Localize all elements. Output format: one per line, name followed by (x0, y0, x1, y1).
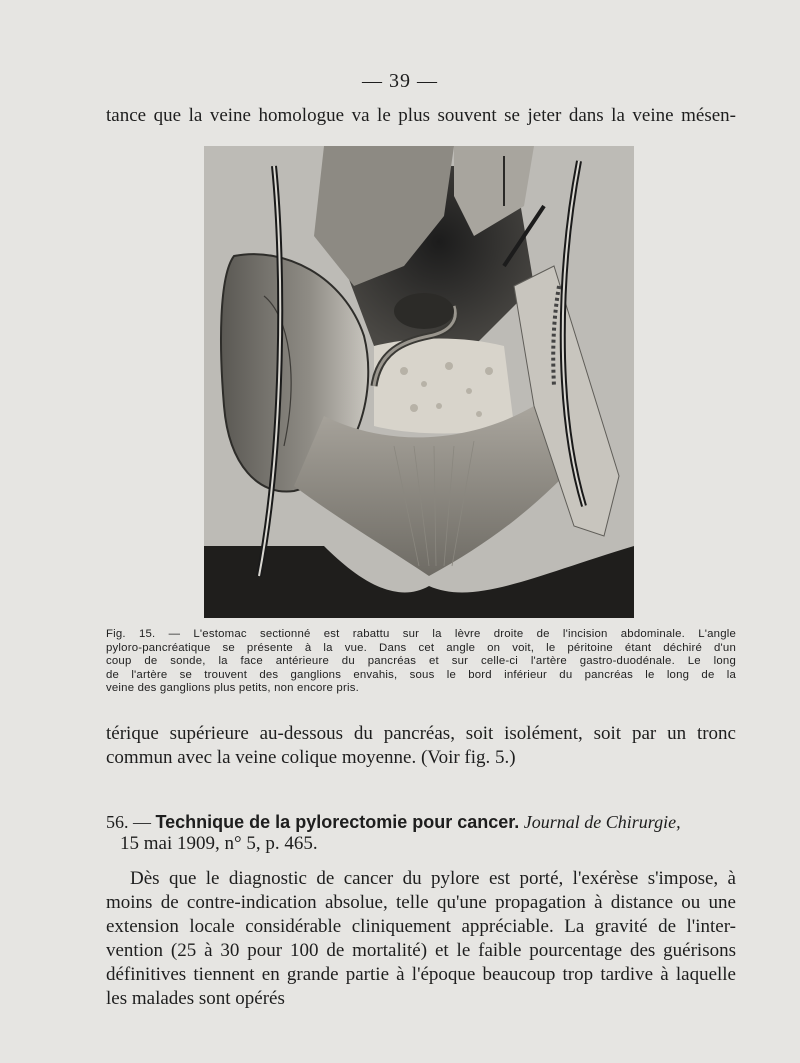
continuation-line: térique supérieure au-dessous du pancréas, soit isolément, soit par un tronc (106, 723, 736, 744)
caption-line: veine des ganglions plus petits, non encore pris. (106, 682, 359, 695)
caption-line: de l'artère se trouvent des ganglions envahis, sous le bord inférieur du pancréas le long de la (106, 668, 736, 681)
caption-line: Fig. 15. — L'estomac sectionné est rabattu sur la lèvre droite de l'incision abdominale. L'angle (106, 628, 736, 640)
section-date-line: 15 mai 1909, n° 5, p. 465. (120, 833, 318, 854)
body-line: les malades sont opérés (106, 988, 285, 1009)
caption-line: pyloro-pancréatique se présente à la vue. Dans cet angle on voit, le péritoine étant déchiré d'un (106, 641, 736, 654)
surgical-illustration (204, 146, 634, 618)
body-line: moins de contre-indication absolue, telle qu'une propagation à distance ou une (106, 892, 736, 913)
caption-line: coup de sonde, la face antérieure du pancréas et sur celle-ci l'artère gastro-duodénale. Le long (106, 655, 736, 668)
section-heading (106, 811, 746, 833)
body-line: extension locale considérable cliniquement appréciable. La gravité de l'inter- (106, 916, 736, 937)
body-line: vention (25 à 30 pour 100 de mortalité) et le faible pourcentage des guérisons (106, 940, 736, 961)
top-text-line: tance que la veine homologue va le plus souvent se jeter dans la veine mésen- (106, 105, 736, 126)
section-number: 56. — (106, 812, 151, 832)
body-line: Dès que le diagnostic de cancer du pylore est porté, l'exérèse s'impose, à (130, 868, 736, 889)
figure-caption (106, 628, 736, 696)
continuation-line: commun avec la veine colique moyenne. (Voir fig. 5.) (106, 747, 516, 768)
body-line: définitives tiennent en grande partie à l'époque beaucoup trop tardive à laquelle (106, 964, 736, 985)
page-number: — 39 — (362, 70, 438, 92)
journal-title: Journal de Chirurgie, (523, 812, 681, 832)
section-title: Technique de la pylorectomie pour cancer. (155, 812, 520, 832)
